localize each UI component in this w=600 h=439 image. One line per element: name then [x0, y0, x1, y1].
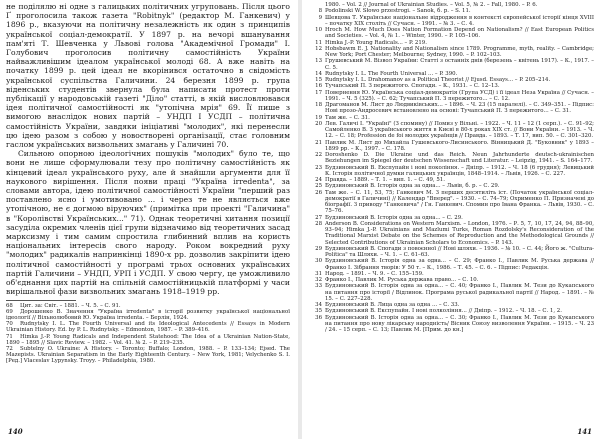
endnote-number: 34	[315, 302, 322, 308]
page-number-right: 141	[577, 427, 592, 436]
endnote-number: 30	[315, 258, 322, 265]
endnote-text: Шевцова Т. Українське національне відродження в контексті європейської історії кінця XVIII – початку XIX століть // Сучасн. – 1991. – № 3. – С. 4.	[325, 14, 594, 27]
endnote-text: Будзиновський В. Експупайн. І нові полкоління... // Дніпр. – 1912. – Ч. 18. – С. 1, 2.	[325, 308, 562, 315]
endnote	[310, 152, 594, 165]
endnote-number: 24	[315, 177, 322, 183]
endnote-number: 21	[315, 139, 322, 146]
footnote: 68 Цит. за: Світ. – 1881. – Ч. 5. – С. 91.	[6, 302, 121, 309]
endnote-number: 29	[315, 245, 322, 252]
endnote-number: 14	[315, 70, 322, 77]
footnotes	[6, 303, 290, 365]
endnote-number: 22	[315, 152, 322, 158]
right-page	[304, 0, 600, 439]
endnote-number: 26	[315, 189, 322, 196]
footnote-divider	[6, 300, 76, 301]
endnote-text: Будзиновський В. Історія одна за одна... – С. 40; Франко І., Павлик М. Тези до Кукапського на питання про історії / Відлинок. Програма руської радикальної партії // Народ. – 1891. – № 15. – С. 227–228.	[325, 283, 594, 302]
endnote-text: Будзиновський В. Історія одна за одна... – С. 30; Франко І., Павлик М. Тези до Кукапського на питання про нову лікарську народність/ Вісник Союзу визволення України. – 1915. – Ч. 23 / 24. – 15 серп. – С. 13; Павлик М. [Прим. до кн.]	[325, 314, 594, 333]
endnote-text: Rudnytsky I. L. The Fourth Universal ... – P. 390.	[325, 70, 458, 77]
footnote: 70 Rudnytsky I. L. The Fourth Universal and its Ideological Antecedents // Essays in Modern Ukrainian History. Ed. by P. L. Rudnytsky. – Edmonton, 1987. – P. 389–416.	[6, 321, 290, 334]
endnote	[310, 258, 594, 271]
endnote-number: 13	[315, 58, 322, 65]
endnote-number: 17	[315, 89, 322, 96]
endnote-number: 35	[315, 308, 322, 315]
endnote-text: Anderson B. Considerations on Western Marxism. – London, 1976. – Р. 5, 7, 10, 17, 24, 94, 88–90, 93–94; Himka J.-P. Ukrainians and Mazlumi Turks, Roman Rozdolsky's Reconsideration of the Traditional Marxist Debate on the Schemes of Reproduction and the Methodological Grounds // Selected Contributions of Ukrainian Scholars to Economics. – P. 143.	[325, 220, 594, 246]
endnote-number: 31	[315, 270, 322, 277]
endnote-text: Будзиновський В. Лица одна за одна ... – С. 33.	[325, 302, 460, 308]
endnotes-list	[310, 2, 594, 333]
endnote-text: Hobsbawm E. J. Nationality and Nationalism since 1789. Programme, myth, reality. – Cambridge; New York; Port Chester; Melbourne; Sydney, 1990. – P. 102–103.	[325, 45, 594, 58]
book-gutter	[298, 0, 302, 439]
endnote-number: 32	[315, 277, 322, 283]
endnote-text: Будзиновський В. Спогади з повоєнної // Нові шляхи. – 1936. – № 10. – С. 44; Його ж. "Cultura-Politica" та Шляхи. – Ч. 1. – С. 61–63.	[325, 245, 594, 258]
endnote-number: 33	[315, 283, 322, 290]
paragraph-2: Сильною опорною ідеологічних пошуків "молодих" було те, що вони не лише сформулювали тезу про політичну самостійність як кінцевий ідеал українського руху, але й знайшли аргументи для її наукового вирішення. Після появи праці "Україна irredenta", за словами автора, ідею політичної самостійності України "перший раз поставлено ясно і умотивовано ... і через те не являється вже утопічною, не є догмою віруючих" (примітка при проекті "Галичина" в "Королівстві Українських..." 71). Однак теоретичні хитання позиції засуділа окремих членів цієї групи відзначимо від теоретичних засад марксизму і тим самим спростила глибинний вплив на користь національних інтересів свого народу. Роком вокредний руху "молодих" радикалів напринкінці 1890-х рр. дозволив закріпити ідею політичної самостійності у програмі трьох основних українських партій Галичини – УНДП, УРП і УСДП. У свою чергу, це уможливило об'єднання цих партій на спільній самостійницькій платформі у часи вирішальної фази визвольних змагань 1918–1919 рр.	[6, 149, 290, 297]
endnote-number: 27	[315, 214, 322, 221]
endnote-number: 11	[315, 39, 322, 46]
endnote-text: Doroshenko D. Die Ukraine und das Reich. Neun Jahrhunderte deutsch-ukrainischen Beziehungen im Spiegel der deutschen Wissenschaft und Literatur. – Leipzig, 1941. – S. 164–177.	[325, 152, 594, 165]
footnote: 71 Himka J.-P. Young Radicals and Independent Statehood: The Idea of a Ukrainian Nation-State, 1890 – 1895 // Slavic Review. – 1982. – Vol. 41. № 2. – P. 219–235.	[6, 333, 290, 346]
endnote-number: 16	[315, 83, 322, 90]
endnote-number: 23	[315, 164, 322, 171]
endnote-text: Правда. – 1889. – Т. 1. – вип. 1. – С. 49, 51.	[325, 177, 445, 183]
endnote-text: Тучапський П. З пережитого. Спогади. – К., 1931. – С. 12–13.	[325, 83, 500, 90]
footnote: 72 Subtelny O. Ukraine: A History. – Toronto; Buffalo; London, 1988. – P. 133–134; Ejsed. The Mazepists. Ukrainian Separatism in the Early Eighteenth Century. – New York, 1981; Velychenko S. I. [Ред.] Vlaceslav Lypynsky. Troyy. – Philadelphia, 1980.	[6, 345, 290, 365]
endnote	[310, 221, 594, 246]
endnote-number: 9	[318, 14, 322, 21]
endnote-text: Павлик М. Лист до Михайла Гушевського-Лисинського. Вінницький Д. "Буковник" у 1893 – 1899 рр. – К., 1997. – С. 178.	[325, 139, 594, 152]
endnote	[310, 15, 594, 28]
endnote-number: 15	[315, 77, 322, 83]
endnote	[310, 46, 594, 59]
endnote	[310, 90, 594, 103]
endnote-text: Грушевський М. Візвол України: Статті з останніх днів (березень – квітень 1917). – К., 1917. – С. 5.	[325, 58, 594, 71]
endnote	[310, 140, 594, 153]
endnote-text: 1980. – Vol. 2 // Journal of Ukrainian Studies. – Vol. 5, № 2. – Fall, 1980. – P. 6.	[325, 2, 538, 8]
paragraph-1: не поділялю ні одне з галицьких політичних угруповань. Після цього Ґ проголосила також газета "Robitnyk" (редактор М. Ганкевич) у 1896 р., вказуючи на політичну незалежність як один з принципів української соціал-демократії. У 1897 р. на вечорі вшанування пам'яті Т. Шевченка у Львові голова "Академічної Громади" І. Голубович проголосив політичну самостійність України найважливішим ідеалом української молоді 68. А вже навіть на початку 1899 р. цей ідеал не вкорінився остаточно в свідомість української суспільства Галичини. 24 березня 1899 р. група віденських студентів звернула була написати протест проти публікації у народовській газеті "Діло" статті, в якій висловлювався ідея політичної самостійності як "утопічна мрія" 69. Її пише з вимогою внаслідок нових партій – УНДП І УСДП – політична самостійність України, завдяки ініціативі "молодих", які перенесли цю ідею разом з собою у новостворені організації, стає головним гаслом українських визвольних змагань у Галичині 70.	[6, 2, 290, 150]
endnote-text: Будзиновський В. Історія одна за одна... – С. 29; Франко І., Павлик М. Руська держава // Франко І. Зібрання творів: У 50 т. – К., 1986. – Т. 45. – С. 6. – Підпис: Редакція.	[325, 258, 594, 271]
footnote: 69 Дорошенко В. Значення "Україна irredenta" в історії розвитку української національної ідеології // Вільнолюбовий Ю. Україна irredenta. – Берлін, 1924.	[6, 308, 290, 321]
endnote-number: 25	[315, 183, 322, 190]
endnote-text: Повернення Ю. Українська соціал-демократія (Група УСД) і її ідеал Неза Україна // Сучасн. – 1991. – Ч. 5 (325). – С. 62; Тучапський П. З пережитого... – С. 12.	[325, 89, 594, 102]
endnote-text: Будзиновський В. Історія одна за одна... – Львів, б. р. – С. 29.	[325, 183, 500, 190]
left-body-text	[6, 2, 290, 297]
endnote-text: Podolinski W. Słowo przestrogi. – Sanok, б. р. – S. 11.	[325, 8, 471, 15]
endnote-text: Лев. Галичі І. "Україні" (З спомину) // Помиз у Вільні. – 1922. – Ч. 11 – 12 (1 серп.). – С. 91–92; Самойленко В. З українського життя в Києві в 80-х роках XIX ст. // Вони України. – 1913. – Ч. 12. – С. 18; Profession de foi молодих українців // Правда. – 1893. – Т. 17, вип. 50. – С. 301–320.	[325, 120, 594, 140]
endnote-number: 18	[315, 102, 322, 108]
endnote-text: Драгоманов М. Лист до Людвиківських... – 1896. – Ч. 23 (15 паралелі). – С. 349–351. – Підпис: Нові прозо-Андросевич встановлено на основі: Тучапський П. З пережитого... – С. 31.	[325, 102, 594, 115]
endnote-number: 28	[315, 220, 322, 227]
endnote	[310, 27, 594, 40]
endnote-text: Там же. – С. 11, 53, 75; Ганкевич М. З перших десятиліть іст. (Початок української соціал-демократії в Галичині) // Календар "Вперед". – 1930. – С. 74–79; Охрименко П. Призначені до біографії. З приводу "Ганкевича" / Гн. Ганкевич. Спомин про Івана Франка. – Львів, 1930. – С. 75–76.	[325, 189, 594, 215]
endnote-text: Франко І., Павлик М. Руська держава право... – С. 10.	[325, 277, 479, 283]
endnote-text: Там же. – С. 31.	[325, 114, 370, 121]
endnote-number: 8	[318, 8, 322, 15]
endnote-text: Rudnytsky I. L. Drahomanov as a Political Theorist // Ejusd. Essays... – P. 205–214.	[325, 77, 551, 83]
left-page	[0, 0, 296, 439]
endnote-number: 36	[315, 314, 322, 321]
endnote-number: 20	[315, 120, 322, 127]
endnote	[310, 165, 594, 178]
endnote-text: Himka J.-P. Young Radicals... – P. 219.	[325, 39, 427, 46]
endnote	[310, 102, 594, 115]
endnote	[310, 190, 594, 215]
endnote-number: 19	[315, 114, 322, 121]
endnote-text: Будзиновський В. Експупайн і нові покоління. – Дніпр. – 1912. – Ч. 18 (6 грудня); Левицький К. Історія політичної думки галицьких українців, 1848–1914. – Львів, 1926. – С. 227.	[325, 164, 594, 177]
endnote-number: 10	[315, 27, 322, 33]
endnote	[310, 246, 594, 259]
endnote-text: Hroch M. How Much Does Nation Formation Depend on Nationalism? // East European Politics and Societies. – Vol. 4, № 1. – Winter, 1990. – P. 105–106.	[325, 27, 594, 40]
endnote	[310, 58, 594, 71]
page-number-left: 140	[8, 427, 23, 436]
endnote-text: Будзиновський В. Історія одна за одна... – С. 29.	[325, 214, 463, 221]
endnote	[310, 283, 594, 302]
endnote-text: Народ. – 1891. – Ч. 9. – С. 155–159.	[325, 270, 424, 277]
endnote	[310, 121, 594, 140]
endnote	[310, 315, 594, 334]
endnote-number: 12	[315, 45, 322, 52]
